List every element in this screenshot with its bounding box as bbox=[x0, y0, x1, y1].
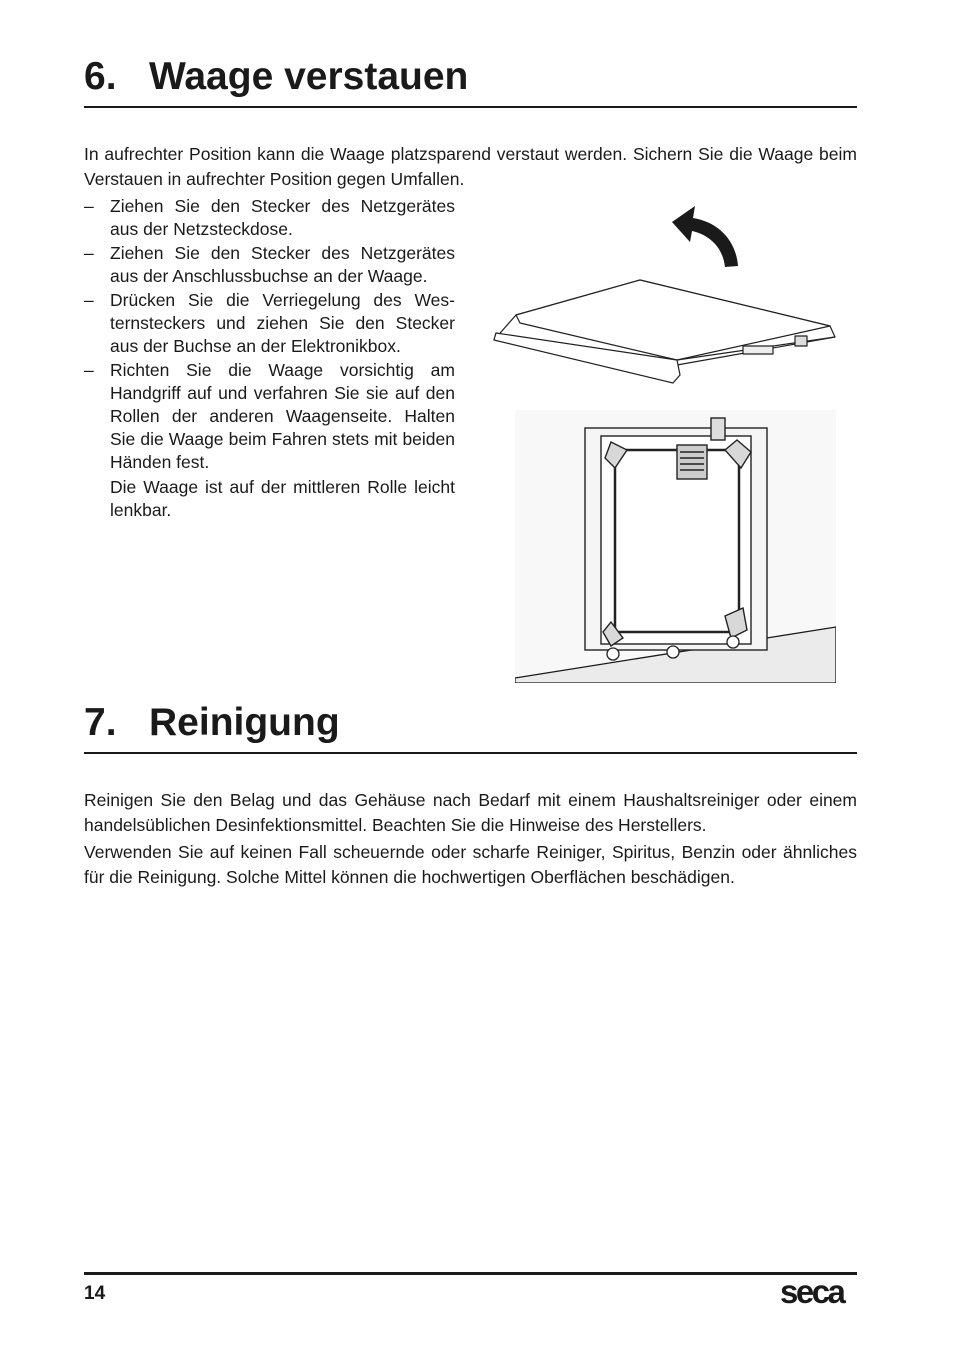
storage-steps-list bbox=[84, 195, 455, 522]
step-text: Richten Sie die Waage vorsichtig am Handgriff auf und verfahren Sie sie auf den Rollen der anderen Waagenseite. Halten Sie die Waage beim Fahren stets mit beiden Händen fest. bbox=[110, 360, 455, 472]
list-item bbox=[84, 242, 455, 288]
section-6-heading bbox=[84, 57, 857, 108]
section-6-number: 6. bbox=[84, 55, 117, 98]
list-item bbox=[84, 359, 455, 474]
seca-logo-text: seca bbox=[780, 1276, 844, 1310]
section-6-title: Waage verstauen bbox=[149, 55, 469, 98]
step-text: Ziehen Sie den Stecker des Netzgerätes aus der Anschlussbuchse an der Waage. bbox=[110, 243, 455, 286]
section-7-paragraph-2: Verwenden Sie auf keinen Fall scheuernde oder scharfe Reiniger, Spiritus, Benzin oder ähnliches für die Reinigung. Solche Mittel können die hochwertigen Oberflächen beschädigen. bbox=[84, 842, 857, 887]
scale-frame bbox=[585, 418, 767, 650]
section-7-paragraph-1: Reinigen Sie den Belag und das Gehäuse nach Bedarf mit einem Haushaltsreiniger oder einem handelsüblichen Desinfektionsmittel. Beachten Sie die Hinweise des Herstellers. bbox=[84, 790, 857, 835]
section-7-heading bbox=[84, 703, 857, 754]
list-bullet: – bbox=[84, 243, 94, 263]
section-6-intro: In aufrechter Position kann die Waage platzsparend verstaut werden. Sichern Sie die Waage beim Verstauen in aufrechter Position gegen Umfallen. bbox=[84, 144, 857, 189]
page-number: 14 bbox=[84, 1283, 106, 1304]
list-bullet: – bbox=[84, 196, 94, 216]
list-item bbox=[84, 289, 455, 358]
step-text: Drücken Sie die Verriegelung des Westernsteckers und ziehen Sie den Stecker aus der Buchse an der Elektronikbox. bbox=[110, 290, 455, 356]
list-bullet: – bbox=[84, 360, 94, 380]
step-text: Ziehen Sie den Stecker des Netzgerätes aus der Netzsteckdose. bbox=[110, 196, 455, 239]
section-7-number: 7. bbox=[84, 701, 117, 744]
scale-platform-top bbox=[494, 280, 835, 383]
rotate-arrow-icon bbox=[672, 206, 738, 267]
seca-logo bbox=[780, 1276, 858, 1310]
list-bullet: – bbox=[84, 290, 94, 310]
step-note: Die Waage ist auf der mittleren Rolle leicht lenkbar. bbox=[110, 477, 455, 520]
list-item bbox=[84, 195, 455, 241]
scale-tilt-illustration bbox=[490, 200, 855, 390]
scale-upright-illustration bbox=[515, 410, 836, 683]
section-7-title: Reinigung bbox=[149, 701, 340, 744]
footer-rule bbox=[84, 1272, 857, 1275]
